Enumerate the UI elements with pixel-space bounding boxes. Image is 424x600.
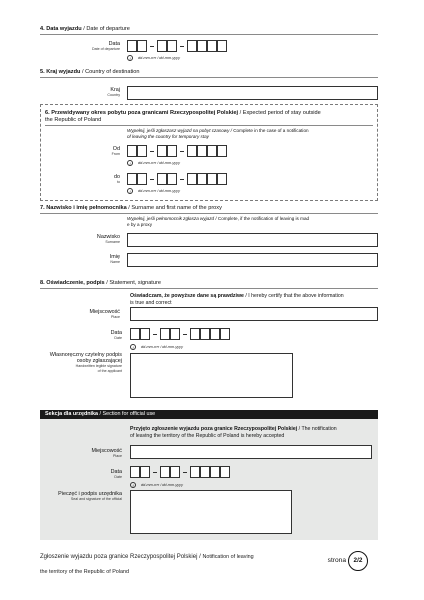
info-icon: i bbox=[127, 160, 133, 166]
section-6-header: 6. Przewidywany okres pobytu poza granicami Rzeczypospolitej Polskiej / Expected period of stay outside the Republic of Poland bbox=[45, 110, 373, 126]
info-icon: i bbox=[130, 344, 136, 350]
date-format-hint: dd-mm-rrrr / dd-mm-yyyy bbox=[138, 161, 180, 165]
name-label: Imię Name bbox=[109, 254, 120, 264]
date-format-hint: dd-mm-rrrr / dd-mm-yyyy bbox=[138, 189, 180, 193]
section-8-header: 8. Oświadczenie, podpis / Statement, signature bbox=[40, 280, 378, 289]
official-stamp-label: Pieczęć i podpis urzędnika Seal and signature of the official bbox=[58, 491, 122, 501]
official-header-title: Sekcja dla urzędnika bbox=[45, 411, 99, 417]
country-label-en: Country bbox=[107, 93, 120, 97]
from-label-en: From bbox=[111, 152, 120, 156]
departure-date-label: Data Date of departure bbox=[92, 41, 120, 51]
official-stamp-box[interactable] bbox=[130, 490, 292, 534]
country-field[interactable] bbox=[127, 86, 378, 100]
info-icon: i bbox=[127, 55, 133, 61]
to-label: do to bbox=[114, 174, 120, 184]
section-5-title: 5. Kraj wyjazdu bbox=[40, 69, 81, 75]
acceptance-text: Przyjęto zgłoszenie wyjazdu poza granice Rzeczypospolitej Polskiej / The notification of leaving the territory of the Republic of Poland is hereby accepted bbox=[130, 426, 337, 439]
place-label: Miejscowość Place bbox=[89, 309, 120, 319]
official-header-title-en: Section for official use bbox=[102, 411, 156, 417]
official-date-label-en: Date bbox=[114, 475, 122, 479]
section-7-header: 7. Nazwisko i imię pełnomocnika / Surname and first name of the proxy bbox=[40, 205, 378, 214]
official-place-label: Miejscowość Place bbox=[91, 448, 122, 458]
official-place-label-en: Place bbox=[113, 454, 122, 458]
proxy-name-field[interactable] bbox=[127, 253, 378, 267]
section-8-title-en: Statement, signature bbox=[109, 280, 161, 286]
sign-date-label: Data Date bbox=[110, 330, 122, 340]
section-4-title-en: Date of departure bbox=[86, 26, 130, 32]
surname-label: Nazwisko Surname bbox=[96, 234, 120, 244]
section-6-note: Wypełnij, jeśli zgłaszasz wyjazd na pobyt czasowy / Complete in the case of a notification of leaving the country for temporary stay bbox=[127, 128, 309, 140]
place-field[interactable] bbox=[130, 307, 378, 321]
section-4-title: 4. Data wyjazdu bbox=[40, 26, 82, 32]
date-format-hint: dd-mm-rrrr / dd-mm-yyyy bbox=[138, 56, 180, 60]
signature-label: Własnoręczny czytelny podpis osoby zgłaszającej Handwritten legible signature of the applicant bbox=[49, 352, 122, 373]
footer-title: Zgłoszenie wyjazdu poza granice Rzeczypospolitej Polskiej / Notification of leaving bbox=[40, 554, 254, 560]
section-7-title-en: Surname and first name of the proxy bbox=[131, 205, 222, 211]
place-label-en: Place bbox=[111, 315, 120, 319]
section-8-title: 8. Oświadczenie, podpis bbox=[40, 280, 105, 286]
departure-date-label-en: Date of departure bbox=[92, 47, 120, 51]
country-label: Kraj Country bbox=[107, 87, 120, 97]
surname-label-en: Surname bbox=[105, 240, 120, 244]
footer-title-en: the territory of the Republic of Poland bbox=[40, 569, 129, 575]
section-5-title-en: Country of destination bbox=[85, 69, 140, 75]
date-format-hint: dd-mm-rrrr / dd-mm-yyyy bbox=[141, 483, 183, 487]
page-label: strona bbox=[327, 557, 346, 564]
section-4-header: 4. Data wyjazdu / Date of departure bbox=[40, 26, 378, 35]
official-date-label: Data Date bbox=[110, 469, 122, 479]
signature-box[interactable] bbox=[130, 353, 293, 398]
section-5-header: 5. Kraj wyjazdu / Country of destination bbox=[40, 69, 378, 78]
section-7-title: 7. Nazwisko i imię pełnomocnika bbox=[40, 205, 127, 211]
proxy-surname-field[interactable] bbox=[127, 233, 378, 247]
page-number-badge: 2/2 bbox=[348, 551, 368, 571]
sign-date-label-en: Date bbox=[114, 336, 122, 340]
to-label-en: to bbox=[117, 180, 120, 184]
section-7-note: Wypełnij, jeśli pełnomocnik zgłasza wyjazd / Complete, if the notification of leaving is mad e by a proxy bbox=[127, 216, 310, 228]
official-section-header: Sekcja dla urzędnika / Section for official use bbox=[40, 410, 378, 419]
name-label-en: Name bbox=[110, 260, 120, 264]
section-6-title: 6. Przewidywany okres pobytu poza granicami Rzeczypospolitej Polskiej bbox=[45, 110, 239, 116]
official-place-field[interactable] bbox=[130, 445, 372, 459]
statement-text: Oświadczam, że powyższe dane są prawdziwe / I hereby certify that the above information is true and correct bbox=[130, 293, 344, 306]
section-6-title-en2: the Republic of Poland bbox=[45, 117, 102, 123]
from-label: Od From bbox=[111, 146, 120, 156]
info-icon: i bbox=[130, 482, 136, 488]
info-icon: i bbox=[127, 188, 133, 194]
date-format-hint: dd-mm-rrrr / dd-mm-yyyy bbox=[141, 345, 183, 349]
section-6-title-en: Expected period of stay outside bbox=[242, 110, 321, 116]
